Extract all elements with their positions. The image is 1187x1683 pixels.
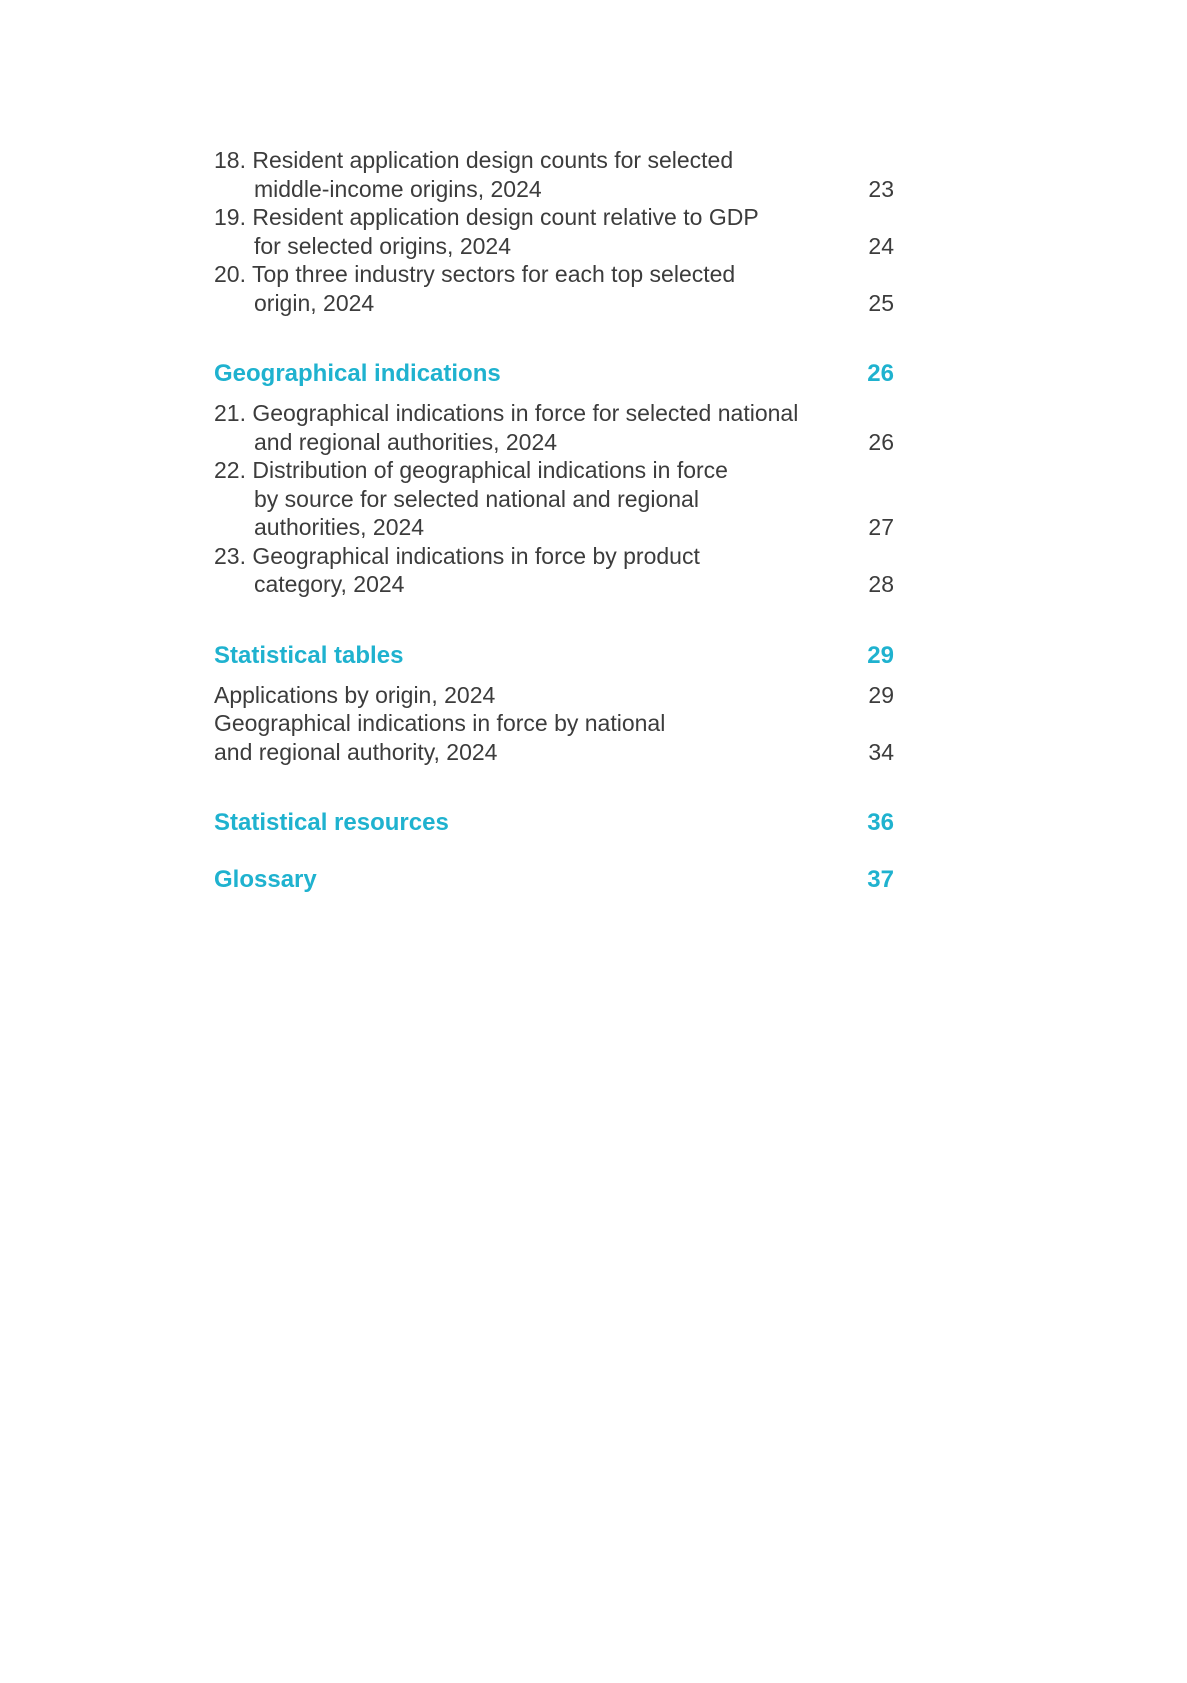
toc-entry-applications-by-origin[interactable]	[214, 681, 894, 710]
toc-entry-20[interactable]	[214, 260, 894, 317]
toc-entry-line: 22. Distribution of geographical indications in force	[214, 457, 728, 483]
toc-entry-line: 19. Resident application design count relative to GDP	[214, 204, 759, 230]
section-heading-geographical-indications[interactable]	[214, 359, 894, 389]
toc-entry-line: and regional authority, 2024	[214, 738, 498, 765]
page-number: 28	[868, 571, 894, 597]
toc-entry-line: 20. Top three industry sectors for each top selected	[214, 261, 736, 287]
section-heading-glossary[interactable]	[214, 865, 894, 895]
toc-entry-23[interactable]	[214, 542, 894, 599]
toc-entry-line: Applications by origin, 2024	[214, 681, 496, 708]
page-number: 23	[868, 175, 894, 202]
page-number: 26	[867, 360, 894, 387]
section-title: Statistical resources	[214, 809, 449, 836]
page-number: 26	[868, 428, 894, 455]
toc-entry-18[interactable]	[214, 146, 894, 203]
toc-entry-line: 21. Geographical indications in force for selected national	[214, 400, 799, 426]
toc-entry-line: Geographical indications in force by national	[214, 710, 666, 736]
toc-entry-22[interactable]	[214, 456, 894, 542]
toc-entry-21[interactable]	[214, 399, 894, 456]
section-title: Statistical tables	[214, 641, 404, 669]
page-number: 34	[868, 738, 894, 765]
toc-entry-gi-by-authority[interactable]	[214, 709, 894, 766]
table-of-contents	[214, 146, 894, 895]
toc-entry-line: authorities, 2024	[254, 514, 425, 540]
toc-entry-line: origin, 2024	[254, 289, 375, 316]
toc-entry-line: 18. Resident application design counts for selected	[214, 147, 734, 173]
toc-entry-line: category, 2024	[254, 571, 405, 597]
section-heading-statistical-resources[interactable]	[214, 808, 894, 838]
page-number: 25	[868, 289, 894, 316]
page-number: 27	[868, 514, 894, 540]
page-number: 24	[868, 232, 894, 259]
section-heading-statistical-tables[interactable]	[214, 641, 894, 671]
toc-entry-line: 23. Geographical indications in force by product	[214, 542, 700, 569]
page-number: 37	[867, 866, 894, 893]
page-number: 29	[867, 641, 894, 669]
page-number: 29	[868, 681, 894, 708]
toc-entry-line: for selected origins, 2024	[254, 232, 511, 259]
toc-entry-line: middle-income origins, 2024	[254, 175, 542, 202]
page-number: 36	[867, 809, 894, 836]
section-title: Glossary	[214, 866, 317, 893]
section-title: Geographical indications	[214, 360, 501, 387]
toc-entry-19[interactable]	[214, 203, 894, 260]
toc-entry-line: and regional authorities, 2024	[254, 428, 558, 455]
toc-entry-line: by source for selected national and regional	[254, 485, 699, 512]
